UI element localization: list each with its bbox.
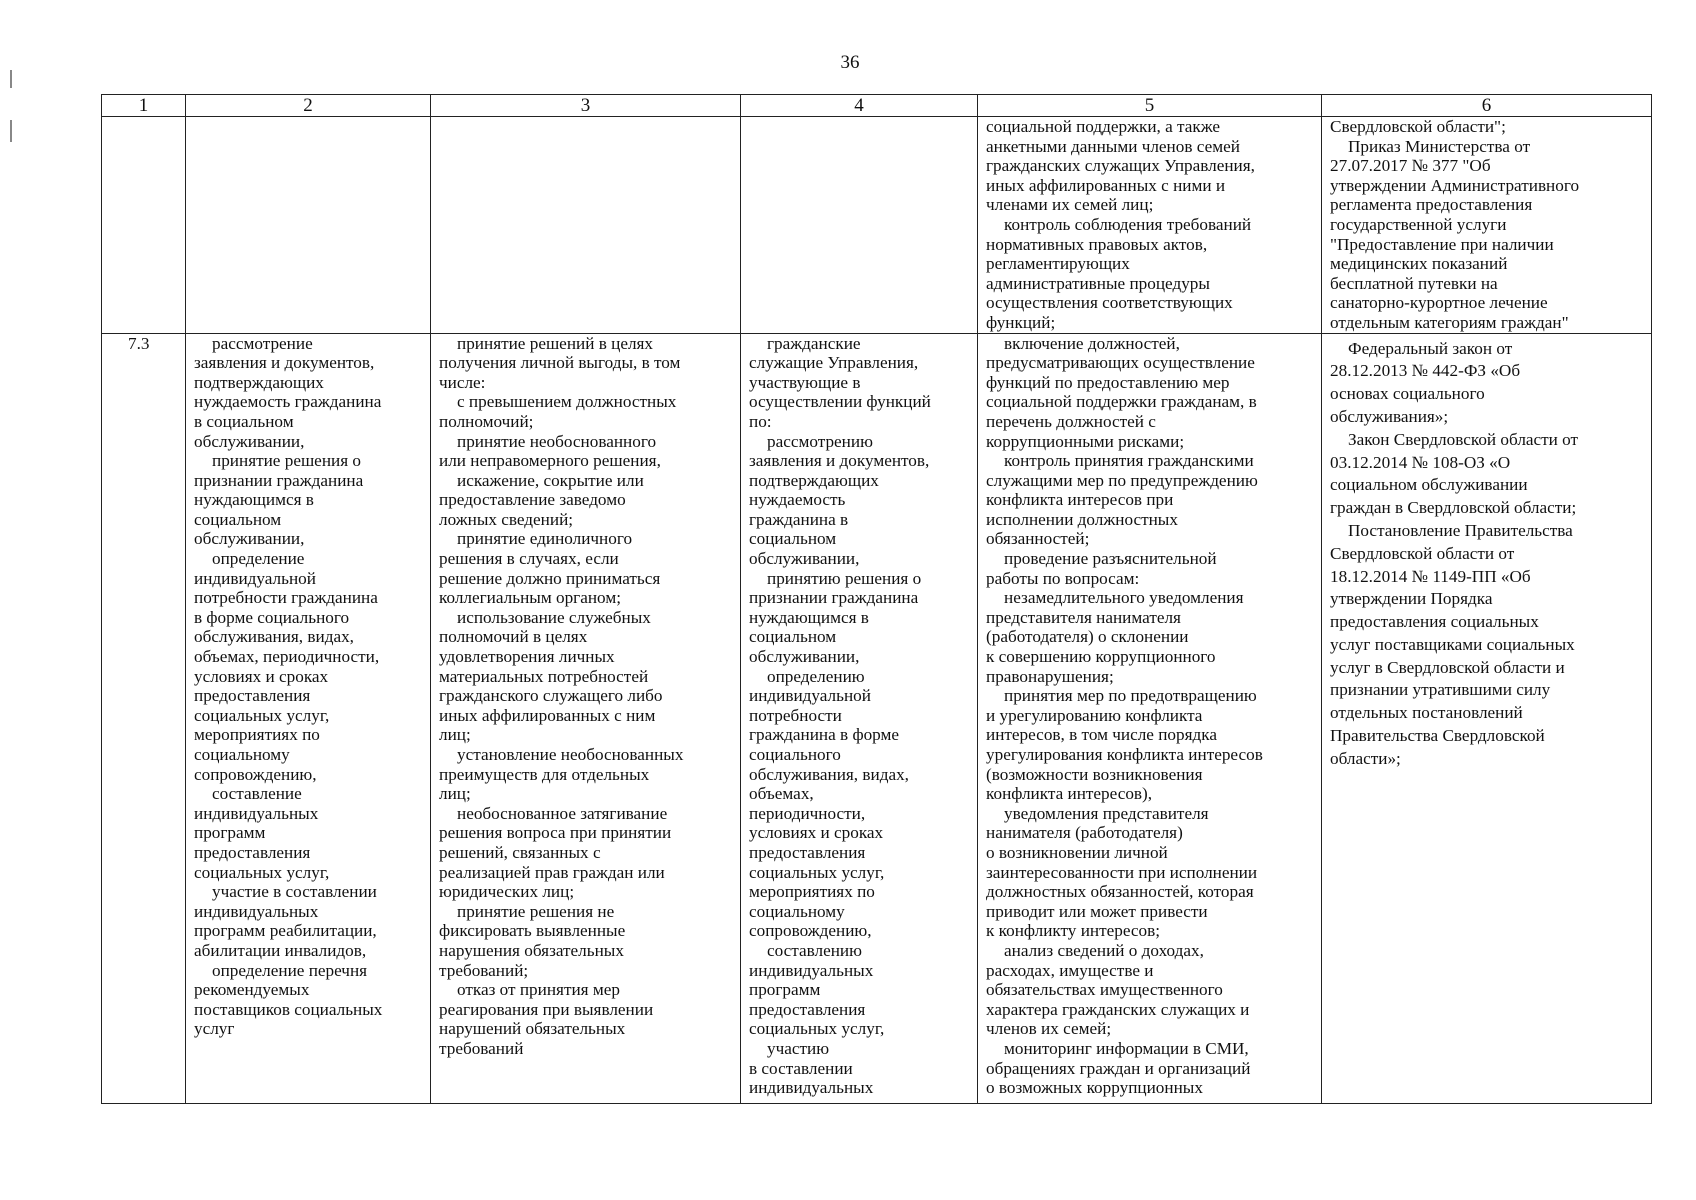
cell-text-line: мероприятиях по [749, 882, 875, 902]
cell-text-line: (возможности возникновения [986, 764, 1203, 784]
cell-text-line: потребности [749, 705, 842, 725]
cell-text-line: предоставления [749, 842, 866, 862]
cell-text-line: признании гражданина [194, 470, 364, 490]
cell-text-line: с превышением должностных [457, 392, 677, 412]
cell-text-line: социального [749, 745, 841, 764]
cell-text-line: индивидуальных [749, 960, 874, 980]
cell-text-line: социальному [749, 901, 845, 921]
cell-text-line: мониторинг информации в СМИ, [1004, 1038, 1249, 1058]
cell-text-line: индивидуальной [194, 568, 316, 588]
cell-text-line: отказ от принятия мер [457, 980, 620, 1000]
cell-text-line: контроль соблюдения требований [1004, 214, 1252, 234]
cell-text-line: правонарушения; [986, 666, 1114, 686]
cell-text-line: работы по вопросам: [986, 568, 1140, 588]
cell-text-line: признании утратившими силу [1330, 680, 1551, 700]
table-row-7-3 [102, 333, 1652, 1103]
cell-text-line: программ [749, 980, 821, 1000]
cell-text-line: социальных услуг, [749, 862, 885, 882]
cell-text-line: принятие решения о [212, 451, 362, 471]
cell-text-line: обращениях граждан и организаций [986, 1058, 1251, 1078]
cell-text-line: принятие решений в целях [457, 333, 654, 353]
cell-text-line: установление необоснованных [457, 745, 684, 764]
cell-corruption-risks [431, 333, 741, 1103]
cell-text-line: социальном [749, 529, 837, 549]
cell-text-line: ложных сведений; [439, 509, 574, 529]
cell-text-line: 18.12.2014 № 1149-ПП «Об [1330, 566, 1531, 586]
cell-text-line: бесплатной путевки на [1330, 273, 1498, 293]
cell-text-line: "Предоставление при наличии [1330, 234, 1554, 254]
cell-text-line: граждан в Свердловской области; [1330, 498, 1577, 518]
cell-process-description [186, 333, 431, 1103]
cell-text-line: получения личной выгоды, в том [439, 353, 681, 373]
continued-cell-5 [978, 117, 1322, 334]
cell-text-line: Свердловской области от [1330, 543, 1515, 563]
cell-text-line: обслуживания, видах, [749, 764, 909, 784]
cell-text-line: решения в случаях, если [439, 549, 619, 569]
cell-text-line: служащие Управления, [749, 353, 919, 373]
cell-text-line: обслуживании, [749, 549, 860, 569]
cell-text-line: заявления и документов, [749, 451, 930, 471]
cell-text-line: реализацией прав граждан или [439, 862, 665, 882]
cell-text-line: полномочий; [439, 411, 534, 431]
cell-text-line: полномочий в целях [439, 627, 588, 647]
cell-text-line: нанимателя (работодателя) [986, 823, 1183, 843]
cell-text-line: необоснованное затягивание [457, 803, 668, 823]
cell-text-line: 27.07.2017 № 377 "Об [1330, 156, 1491, 176]
cell-text-line: гражданских служащих Управления, [986, 156, 1255, 176]
cell-text-line: индивидуальных [194, 901, 319, 921]
cell-text-line: в составлении [749, 1058, 853, 1078]
cell-text-line: нормативных правовых актов, [986, 234, 1208, 254]
cell-text-line: области»; [1330, 748, 1401, 768]
cell-text-line: индивидуальных [749, 1078, 874, 1098]
cell-text-line: услуг [194, 1019, 235, 1039]
cell-text-line: принятие решения не [457, 901, 615, 921]
cell-text-line: незамедлительного уведомления [1004, 588, 1244, 608]
cell-text-line: к совершению коррупционного [986, 647, 1216, 667]
cell-text-line: социальном обслуживании [1330, 475, 1528, 495]
cell-text-line: социальному [194, 745, 290, 764]
cell-text-line: медицинских показаний [1330, 254, 1508, 274]
cell-text-line: отдельным категориям граждан" [1330, 312, 1569, 332]
cell-text-line: о возникновении личной [986, 842, 1168, 862]
cell-text-line: иных аффилированных с ними и [986, 175, 1226, 195]
continued-cell-1 [102, 117, 186, 334]
cell-text-line: о возможных коррупционных [986, 1078, 1203, 1098]
cell-text-line: 28.12.2013 № 442-ФЗ «Об [1330, 361, 1521, 381]
header-cell: 1 [102, 95, 186, 117]
cell-text-line: и урегулированию конфликта [986, 705, 1203, 725]
cell-text-line: составление [212, 784, 302, 804]
cell-text-line: реагирования при выявлении [439, 999, 654, 1019]
header-row [102, 95, 1652, 117]
cell-text-line: предоставления [194, 686, 311, 706]
cell-text-line: государственной услуги [1330, 214, 1507, 234]
cell-text-line: программ [194, 823, 266, 843]
cell-text-line: в форме социального [194, 607, 350, 627]
cell-text-line: социальных услуг, [194, 862, 330, 882]
cell-text-line: приводит или может привести [986, 901, 1208, 921]
header-cell: 4 [741, 95, 978, 117]
cell-text-line: регламентирующих [986, 254, 1130, 274]
cell-text-line: социальных услуг, [749, 1019, 885, 1039]
cell-text-line: социальных услуг, [194, 705, 330, 725]
cell-text-line: решение должно приниматься [439, 568, 661, 588]
cell-text-line: урегулирования конфликта интересов [986, 745, 1263, 764]
cell-text-line: Правительства Свердловской [1330, 726, 1545, 746]
cell-text-line: лиц; [439, 725, 471, 745]
cell-text-line: социальном [749, 627, 837, 647]
cell-text-line: абилитации инвалидов, [194, 940, 367, 960]
cell-text-line: услуг поставщиками социальных [1330, 634, 1575, 654]
cell-text-line: принятие единоличного [457, 529, 633, 549]
cell-text-line: удовлетворения личных [439, 647, 615, 667]
cell-text-line: отдельных постановлений [1330, 703, 1523, 723]
cell-text-line: гражданские [767, 333, 861, 353]
cell-text-line: уведомления представителя [1004, 803, 1209, 823]
cell-text-line: нуждаемость [749, 490, 846, 510]
cell-text-line: определению [767, 666, 865, 686]
cell-positions [741, 333, 978, 1103]
cell-text-line: программ реабилитации, [194, 921, 377, 941]
cell-text-line: условиях и сроках [749, 823, 884, 843]
cell-text-line: проведение разъяснительной [1004, 549, 1217, 569]
cell-text-line: Федеральный закон от [1348, 338, 1513, 358]
cell-text-line: иных аффилированных с ним [439, 705, 656, 725]
margin-mark [10, 120, 12, 142]
cell-text-line: принятия мер по предотвращению [1004, 686, 1257, 706]
cell-text-line: основах социального [1330, 384, 1485, 404]
cell-text-line: осуществлении функций [749, 392, 931, 412]
cell-text-line: коррупционными рисками; [986, 431, 1185, 451]
cell-text-line: подтверждающих [194, 372, 324, 392]
cell-text-line: участвующие в [749, 372, 861, 392]
cell-text-line: обязанностей; [986, 529, 1090, 549]
cell-text-line: коллегиальным органом; [439, 588, 621, 608]
continued-cell-4 [741, 117, 978, 334]
cell-text-line: анализ сведений о доходах, [1004, 940, 1204, 960]
cell-text-line: конфликта интересов при [986, 490, 1174, 510]
cell-text-line: обслуживания, видах, [194, 627, 354, 647]
header-cell: 2 [186, 95, 431, 117]
cell-text-line: служащими мер по предупреждению [986, 470, 1258, 490]
cell-text-line: предоставления [749, 999, 866, 1019]
cell-text-line: признании гражданина [749, 588, 919, 608]
cell-text-line: обязательствах имущественного [986, 980, 1223, 1000]
cell-text-line: утверждении Порядка [1330, 589, 1493, 609]
cell-text-line: анкетными данными членов семей [986, 136, 1240, 156]
cell-text-line: интересов, в том числе порядка [986, 725, 1217, 745]
cell-text-line: использование служебных [457, 607, 651, 627]
cell-text-line: (работодателя) о склонении [986, 627, 1189, 647]
cell-text-line: определение перечня [212, 960, 368, 980]
cell-text-line: заинтересованности при исполнении [986, 862, 1258, 882]
cell-text-line: нарушений обязательных [439, 1019, 626, 1039]
header-cell: 6 [1322, 95, 1652, 117]
cell-text-line: индивидуальной [749, 686, 871, 706]
cell-text-line: регламента предоставления [1330, 195, 1533, 215]
cell-text-line: предоставления социальных [1330, 612, 1539, 632]
cell-text-line: административные процедуры [986, 273, 1210, 293]
cell-text-line: материальных потребностей [439, 666, 649, 686]
cell-text-line: объемах, периодичности, [194, 647, 380, 667]
cell-text-line: социальном [194, 509, 282, 529]
cell-text-line: решения вопроса при принятии [439, 823, 672, 843]
cell-text-line: юридических лиц; [439, 882, 575, 902]
cell-text-line: поставщиков социальных [194, 999, 383, 1019]
cell-text-line: предусматривающих осуществление [986, 353, 1255, 373]
cell-text-line: представителя нанимателя [986, 607, 1181, 627]
continued-cell-3 [431, 117, 741, 334]
cell-text-line: индивидуальных [194, 803, 319, 823]
cell-text-line: нуждающимся в [749, 607, 869, 627]
cell-text-line: предоставление заведомо [439, 490, 626, 510]
cell-text-line: определение [212, 549, 305, 569]
cell-text-line: преимуществ для отдельных [439, 764, 650, 784]
cell-text-line: числе: [439, 372, 486, 392]
cell-text-line: составлению [767, 940, 862, 960]
cell-text-line: исполнении должностных [986, 509, 1178, 529]
cell-text-line: конфликта интересов), [986, 784, 1153, 804]
cell-text-line: 03.12.2014 № 108-ОЗ «О [1330, 452, 1511, 472]
cell-text-line: членами их семей лиц; [986, 195, 1154, 215]
cell-text-line: включение должностей, [1004, 333, 1180, 353]
cell-text-line: Закон Свердловской области от [1348, 429, 1579, 449]
cell-text-line: функций; [986, 312, 1056, 332]
cell-text-line: потребности гражданина [194, 588, 378, 608]
cell-text-line: гражданина в форме [749, 725, 900, 745]
cell-text-line: утверждении Административного [1330, 175, 1580, 195]
cell-text-line: должностных обязанностей, которая [986, 882, 1254, 902]
header-cell: 5 [978, 95, 1322, 117]
cell-legal-acts [1322, 333, 1652, 1103]
cell-text-line: сопровождению, [194, 764, 317, 784]
cell-text-line: фиксировать выявленные [439, 921, 626, 941]
cell-text-line: нуждаемость гражданина [194, 392, 382, 412]
cell-text-line: заявления и документов, [194, 353, 375, 373]
cell-text-line: искажение, сокрытие или [457, 470, 644, 490]
page-number: 36 [840, 52, 860, 73]
cell-text-line: услуг в Свердловской области и [1330, 657, 1565, 677]
cell-text-line: санаторно-курортное лечение [1330, 293, 1548, 313]
cell-text-line: обслуживании, [194, 431, 305, 451]
cell-text-line: требований [439, 1038, 524, 1058]
row-number: 7.3 [102, 333, 186, 1103]
cell-text-line: перечень должностей с [986, 411, 1156, 431]
cell-text-line: или неправомерного решения, [439, 451, 661, 471]
cell-text-line: функций по предоставлению мер [986, 372, 1230, 392]
cell-text-line: социальной поддержки, а также [986, 117, 1221, 136]
cell-text-line: лиц; [439, 784, 471, 804]
cell-text-line: обслуживания»; [1330, 406, 1449, 426]
cell-text-line: рассмотрению [767, 431, 873, 451]
cell-text-line: гражданского служащего либо [439, 686, 663, 706]
cell-text-line: характера гражданских служащих и [986, 999, 1250, 1019]
continued-cell-6 [1322, 117, 1652, 334]
cell-text-line: осуществления соответствующих [986, 293, 1233, 313]
cell-text-line: членов их семей; [986, 1019, 1112, 1039]
cell-text-line: рассмотрение [212, 333, 313, 353]
continued-cell-2 [186, 117, 431, 334]
cell-text-line: обслуживании, [194, 529, 305, 549]
cell-text-line: объемах, [749, 784, 814, 804]
cell-text-line: условиях и сроках [194, 666, 329, 686]
cell-text-line: в социальном [194, 411, 294, 431]
cell-text-line: участию [767, 1038, 830, 1058]
cell-text-line: периодичности, [749, 803, 866, 823]
cell-text-line: обслуживании, [749, 647, 860, 667]
cell-text-line: по: [749, 411, 772, 431]
cell-text-line: Свердловской области"; [1330, 117, 1506, 136]
cell-text-line: принятию решения о [767, 568, 922, 588]
cell-text-line: к конфликту интересов; [986, 921, 1160, 941]
continued-row [102, 117, 1652, 334]
cell-text-line: Приказ Министерства от [1348, 136, 1531, 156]
cell-text-line: Постановление Правительства [1348, 520, 1573, 540]
header-cell: 3 [431, 95, 741, 117]
cell-text-line: контроль принятия гражданскими [1004, 451, 1254, 471]
cell-text-line: расходах, имуществе и [986, 960, 1154, 980]
cell-text-line: сопровождению, [749, 921, 872, 941]
cell-text-line: рекомендуемых [194, 980, 310, 1000]
cell-risk-measures [978, 333, 1322, 1103]
cell-text-line: предоставления [194, 842, 311, 862]
cell-text-line: принятие необоснованного [457, 431, 657, 451]
margin-mark [10, 70, 12, 88]
cell-text-line: нуждающимся в [194, 490, 314, 510]
cell-text-line: гражданина в [749, 509, 849, 529]
cell-text-line: подтверждающих [749, 470, 879, 490]
cell-text-line: участие в составлении [212, 882, 377, 902]
cell-text-line: социальной поддержки гражданам, в [986, 392, 1257, 412]
cell-text-line: мероприятиях по [194, 725, 320, 745]
cell-text-line: требований; [439, 960, 529, 980]
cell-text-line: решений, связанных с [439, 842, 601, 862]
cell-text-line: нарушения обязательных [439, 940, 624, 960]
document-table [101, 94, 1652, 1104]
